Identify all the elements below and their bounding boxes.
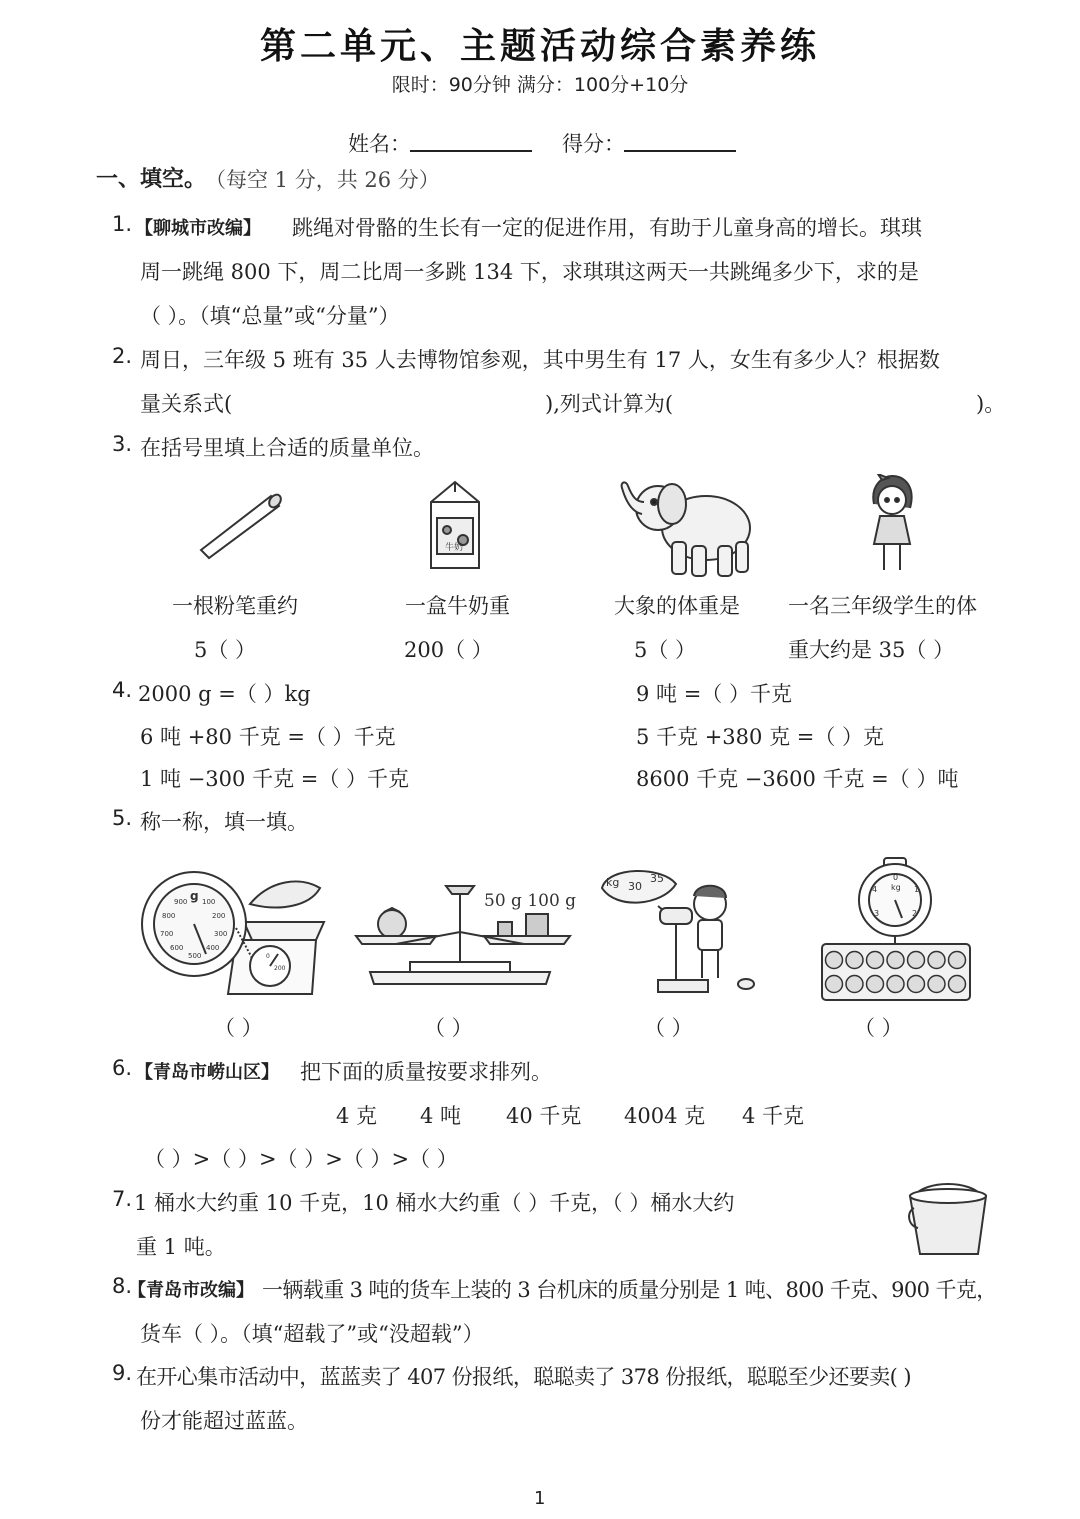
svg-text:700: 700 — [160, 930, 174, 938]
svg-text:300: 300 — [214, 930, 228, 938]
question-text: 份才能超过蓝蓝。 — [140, 1409, 308, 1433]
item-label: 大象的体重是 — [614, 594, 740, 618]
page-title: 第二单元、主题活动综合素养练 — [259, 26, 820, 67]
girl-illustration — [864, 474, 920, 578]
svg-text:3: 3 — [874, 909, 880, 918]
item-label: 一盒牛奶重 — [405, 594, 510, 618]
item-answer: 200（ ） — [404, 638, 493, 662]
name-label: 姓名： — [348, 132, 411, 156]
conversion-item: 9 吨 =（ ）千克 — [636, 682, 792, 706]
question-number: 9. — [112, 1361, 133, 1385]
apple-icon — [846, 952, 863, 969]
question-number: 1. — [112, 212, 133, 236]
question-text: 跳绳对骨骼的生长有一定的促进作用，有助于儿童身高的增长。琪琪 — [292, 216, 922, 240]
mass-value: 4004 克 — [624, 1104, 706, 1128]
apple-icon — [949, 952, 966, 969]
svg-text:4: 4 — [872, 885, 878, 894]
question-text: 把下面的质量按要求排列。 — [300, 1060, 552, 1084]
question-text: （ ）。（填“总量”或“分量”） — [140, 304, 400, 328]
mass-value: 4 千克 — [742, 1104, 805, 1128]
answer-blank[interactable]: （ ） — [854, 1016, 903, 1040]
body-scale-illustration — [598, 862, 768, 1002]
svg-text:200: 200 — [212, 912, 226, 920]
question-number: 8. — [112, 1274, 133, 1298]
question-text: 周一跳绳 800 下，周二比周一多跳 134 下，求琪琪这两天一共跳绳多少下，求的是 — [140, 260, 919, 284]
question-text: 周日，三年级 5 班有 35 人去博物馆参观，其中男生有 17 人，女生有多少人？根据数 — [140, 348, 940, 372]
question-text: 量关系式( — [140, 392, 233, 416]
apple-icon — [908, 976, 925, 993]
question-number: 3. — [112, 432, 133, 456]
svg-text:1: 1 — [914, 885, 920, 894]
item-answer: 5（ ） — [194, 638, 257, 662]
item-answer: 重大约是 35（ ） — [788, 638, 955, 662]
apple-icon — [867, 952, 884, 969]
question-text: 一辆载重 3 吨的货车上装的 3 台机床的质量分别是 1 吨、800 千克、900 千克， — [262, 1278, 997, 1302]
svg-text:600: 600 — [170, 944, 184, 952]
svg-text:2: 2 — [912, 909, 918, 918]
svg-text:100: 100 — [202, 898, 216, 906]
apple-icon — [887, 952, 904, 969]
apple-icon — [867, 976, 884, 993]
apple-icon — [949, 976, 966, 993]
conversion-item: 5 千克 +380 克 =（ ）克 — [636, 725, 885, 749]
question-text: ),列式计算为( — [545, 392, 674, 416]
question-number: 7. — [112, 1187, 133, 1211]
svg-text:0: 0 — [266, 953, 270, 960]
svg-text:900: 900 — [174, 898, 188, 906]
svg-text:50 g 100 g: 50 g 100 g — [484, 891, 577, 911]
svg-text:35: 35 — [650, 872, 664, 885]
bucket-illustration — [906, 1182, 990, 1258]
section-note: （每空 1 分，共 26 分） — [205, 168, 440, 192]
question-tag: 【聊城市改编】 — [135, 218, 261, 239]
mass-value: 4 克 — [336, 1104, 378, 1128]
item-label: 一名三年级学生的体 — [788, 594, 977, 618]
elephant-illustration — [612, 472, 754, 580]
svg-text:800: 800 — [162, 912, 176, 920]
score-field[interactable] — [624, 128, 736, 152]
svg-text:30: 30 — [628, 880, 642, 893]
apple-icon — [908, 952, 925, 969]
mass-value: 4 吨 — [420, 1104, 462, 1128]
conversion-item: 8600 千克 −3600 千克 =（ ）吨 — [636, 767, 959, 791]
apple-icon — [928, 976, 945, 993]
time-score-info: 限时：90分钟 满分：100分+10分 — [391, 74, 689, 96]
question-tag: 【青岛市改编】 — [128, 1280, 254, 1301]
question-text: 重 1 吨。 — [136, 1235, 226, 1259]
page-number: 1 — [534, 1488, 546, 1509]
question-number: 6. — [112, 1056, 133, 1080]
chalk-illustration — [195, 488, 285, 560]
apple-icon — [826, 976, 843, 993]
score-label: 得分： — [562, 132, 625, 156]
milk-box-illustration — [425, 478, 485, 572]
svg-text:200: 200 — [274, 965, 286, 972]
conversion-item: 6 吨 +80 千克 =（ ）千克 — [140, 725, 396, 749]
svg-text:0: 0 — [893, 873, 899, 882]
svg-text:500: 500 — [188, 952, 202, 960]
mass-value: 40 千克 — [506, 1104, 582, 1128]
balance-scale-illustration — [350, 872, 580, 998]
apple-icon — [826, 952, 843, 969]
question-text: 称一称，填一填。 — [140, 810, 308, 834]
answer-blank[interactable]: （ ） — [424, 1016, 473, 1040]
svg-text:400: 400 — [206, 944, 220, 952]
item-answer: 5（ ） — [634, 638, 697, 662]
spring-scale-illustration — [818, 856, 974, 1004]
svg-text:g: g — [190, 889, 199, 903]
conversion-item: 2000 g =（ ）kg — [138, 682, 311, 706]
question-text: )。 — [976, 392, 1006, 416]
apple-icon — [928, 952, 945, 969]
item-label: 一根粉笔重约 — [172, 594, 298, 618]
section-heading: 一、填空。 — [96, 167, 207, 192]
svg-text:牛奶: 牛奶 — [445, 543, 464, 553]
question-number: 4. — [112, 678, 133, 702]
answer-blank[interactable]: （ ） — [644, 1016, 693, 1040]
svg-text:kg: kg — [606, 876, 620, 889]
conversion-item: 1 吨 −300 千克 =（ ）千克 — [140, 767, 410, 791]
answer-blank[interactable]: （ ） — [214, 1016, 263, 1040]
question-text: 货车（ ）。（填“超载了”或“没超载”） — [140, 1322, 484, 1346]
ordering-blanks[interactable]: （ ）>（ ）>（ ）>（ ）>（ ） — [144, 1147, 458, 1171]
kitchen-scale-illustration — [140, 866, 330, 1000]
apple-icon — [887, 976, 904, 993]
question-tag: 【青岛市崂山区】 — [135, 1062, 279, 1083]
question-text: 1 桶水大约重 10 千克，10 桶水大约重（ ）千克，（ ）桶水大约 — [134, 1191, 735, 1215]
apple-icon — [846, 976, 863, 993]
name-field[interactable] — [410, 128, 532, 152]
question-text: 在括号里填上合适的质量单位。 — [140, 436, 434, 460]
question-number: 5. — [112, 806, 133, 830]
svg-text:kg: kg — [891, 883, 901, 892]
question-number: 2. — [112, 344, 133, 368]
question-text: 在开心集市活动中，蓝蓝卖了 407 份报纸，聪聪卖了 378 份报纸，聪聪至少还要卖( ) — [136, 1365, 911, 1389]
